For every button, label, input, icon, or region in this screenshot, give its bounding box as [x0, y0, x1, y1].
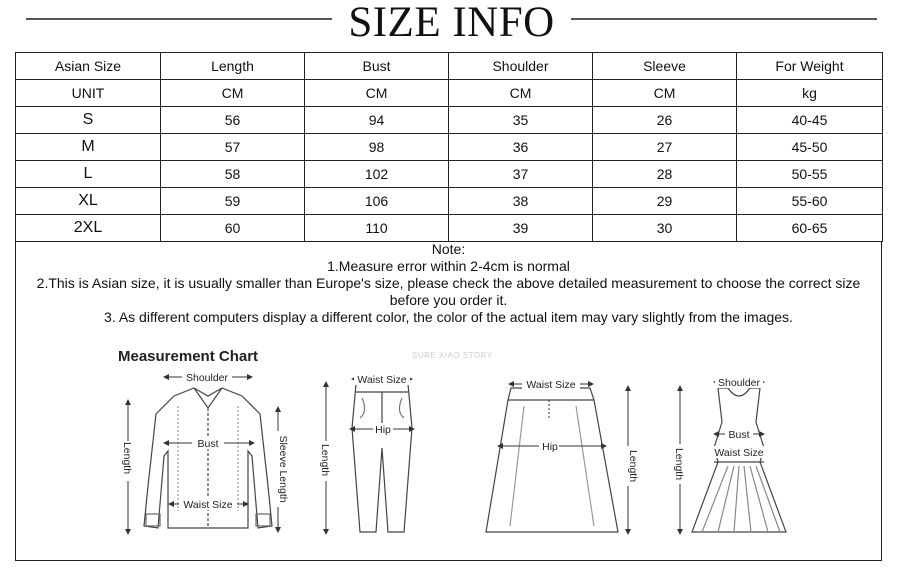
table-cell: 36	[449, 134, 593, 161]
skirt-hip-label: Hip	[542, 441, 558, 453]
unit-cell: CM	[305, 80, 449, 107]
page-title: SIZE INFO	[348, 0, 555, 46]
table-cell: 58	[161, 161, 305, 188]
table-row	[16, 107, 883, 134]
table-unit-row	[16, 80, 883, 107]
table-cell: 106	[305, 188, 449, 215]
measurement-chart-title: Measurement Chart	[118, 348, 259, 365]
table-cell: 110	[305, 215, 449, 242]
measurement-chart	[16, 336, 881, 556]
note-3: 3. As different computers display a different color, the color of the actual item may vary slightly from the images.	[104, 309, 793, 325]
dress-bust-label: Bust	[728, 429, 750, 441]
table-cell: 56	[161, 107, 305, 134]
table-cell: 30	[593, 215, 737, 242]
table-cell: 60-65	[737, 215, 883, 242]
skirt-outline-icon	[486, 388, 618, 532]
shirt-bust-label: Bust	[197, 438, 219, 450]
header-cell: Shoulder	[449, 53, 593, 80]
table-row	[16, 188, 883, 215]
table-cell: 26	[593, 107, 737, 134]
shirt-sleeve-label: Sleeve Length	[277, 435, 289, 503]
title-rule-right	[571, 18, 877, 20]
size-cell: L	[16, 161, 161, 188]
title-rule-left	[26, 18, 332, 20]
table-cell: 102	[305, 161, 449, 188]
note-1: 1.Measure error within 2-4cm is normal	[327, 258, 570, 274]
watermark: SURE XIAO STORY	[412, 351, 493, 360]
header-cell: Length	[161, 53, 305, 80]
title-bar	[0, 0, 899, 48]
header-cell: Bust	[305, 53, 449, 80]
dress-diagram	[692, 388, 786, 532]
unit-cell: CM	[449, 80, 593, 107]
skirt-measure-lines	[500, 384, 628, 532]
size-cell: M	[16, 134, 161, 161]
shirt-length-label: Length	[121, 441, 133, 475]
table-cell: 27	[593, 134, 737, 161]
unit-cell: UNIT	[16, 80, 161, 107]
table-row	[16, 161, 883, 188]
table-cell: 39	[449, 215, 593, 242]
dress-waist-label: Waist Size	[714, 447, 764, 459]
table-header-row	[16, 53, 883, 80]
table-cell: 55-60	[737, 188, 883, 215]
header-cell: For Weight	[737, 53, 883, 80]
pants-length-label: Length	[319, 443, 331, 477]
size-cell: XL	[16, 188, 161, 215]
size-table	[15, 52, 883, 242]
note-heading: Note:	[431, 241, 466, 257]
table-cell: 28	[593, 161, 737, 188]
table-cell: 50-55	[737, 161, 883, 188]
size-cell: S	[16, 107, 161, 134]
table-cell: 60	[161, 215, 305, 242]
dress-length-label: Length	[673, 447, 685, 481]
table-cell: 94	[305, 107, 449, 134]
pants-hip-label: Hip	[375, 424, 391, 436]
garment-diagrams	[16, 336, 881, 556]
table-cell: 40-45	[737, 107, 883, 134]
table-cell: 57	[161, 134, 305, 161]
table-row	[16, 134, 883, 161]
note-2-continued: before you order it.	[389, 292, 508, 308]
unit-cell: kg	[737, 80, 883, 107]
note-2: 2.This is Asian size, it is usually smaller than Europe's size, please check the above detailed measurement to choose the correct size	[36, 275, 861, 291]
table-cell: 35	[449, 107, 593, 134]
shirt-waist-label: Waist Size	[183, 499, 233, 511]
table-cell: 45-50	[737, 134, 883, 161]
table-row	[16, 215, 883, 242]
table-cell: 37	[449, 161, 593, 188]
table-cell: 29	[593, 188, 737, 215]
pants-measure-lines	[326, 379, 412, 532]
skirt-waist-label: Waist Size	[526, 379, 576, 391]
notes-box	[15, 241, 882, 561]
header-cell: Sleeve	[593, 53, 737, 80]
dress-shoulder-label: Shoulder	[717, 377, 761, 389]
unit-cell: CM	[593, 80, 737, 107]
pants-waist-label: Waist Size	[357, 374, 407, 386]
table-cell: 98	[305, 134, 449, 161]
header-cell: Asian Size	[16, 53, 161, 80]
shirt-shoulder-label: Shoulder	[185, 372, 229, 384]
skirt-length-label: Length	[627, 449, 639, 483]
table-cell: 38	[449, 188, 593, 215]
skirt-diagram	[486, 388, 618, 532]
unit-cell: CM	[161, 80, 305, 107]
size-cell: 2XL	[16, 215, 161, 242]
pants-diagram	[352, 384, 412, 532]
table-cell: 59	[161, 188, 305, 215]
